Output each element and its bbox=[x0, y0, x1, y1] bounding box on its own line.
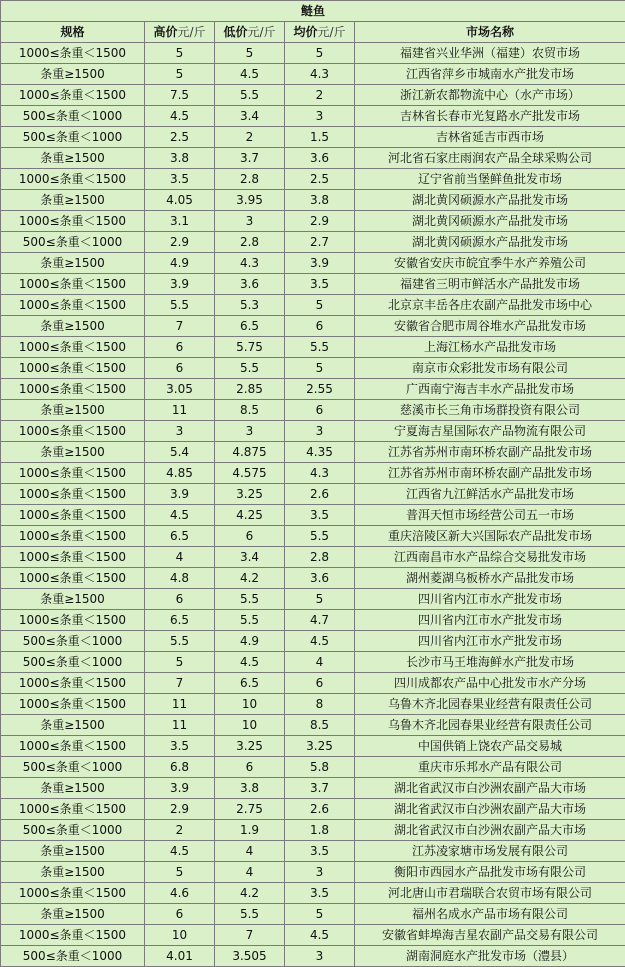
market-name-cell: 湖北省武汉市白沙洲农副产品大市场 bbox=[355, 820, 625, 841]
table-row bbox=[1, 505, 625, 526]
high-price-cell: 11 bbox=[145, 400, 215, 421]
low-price-cell: 4 bbox=[215, 841, 285, 862]
market-name-cell: 吉林省长春市光复路水产批发市场 bbox=[355, 106, 625, 127]
avg-price-cell: 3.5 bbox=[285, 883, 355, 904]
market-name-cell: 吉林省延吉市西市场 bbox=[355, 127, 625, 148]
table-row bbox=[1, 694, 625, 715]
avg-price-cell: 5.5 bbox=[285, 526, 355, 547]
low-price-cell: 6 bbox=[215, 757, 285, 778]
low-price-cell: 4 bbox=[215, 862, 285, 883]
table-body bbox=[1, 43, 625, 967]
table-row bbox=[1, 232, 625, 253]
header-spec: 规格 bbox=[1, 22, 145, 43]
spec-cell: 500≤条重＜1000 bbox=[1, 232, 145, 253]
low-price-cell: 1.9 bbox=[215, 820, 285, 841]
high-price-cell: 5 bbox=[145, 862, 215, 883]
avg-price-cell: 3.5 bbox=[285, 274, 355, 295]
low-price-cell: 3.25 bbox=[215, 484, 285, 505]
high-price-cell: 5 bbox=[145, 43, 215, 64]
market-name-cell: 安徽省蚌埠海吉星农副产品交易有限公司 bbox=[355, 925, 625, 946]
low-price-cell: 2.8 bbox=[215, 169, 285, 190]
spec-cell: 1000≤条重＜1500 bbox=[1, 568, 145, 589]
spec-cell: 1000≤条重＜1500 bbox=[1, 85, 145, 106]
avg-price-cell: 3.25 bbox=[285, 736, 355, 757]
avg-price-cell: 3.5 bbox=[285, 841, 355, 862]
avg-price-cell: 1.8 bbox=[285, 820, 355, 841]
spec-cell: 1000≤条重＜1500 bbox=[1, 211, 145, 232]
low-price-cell: 5.75 bbox=[215, 337, 285, 358]
avg-price-cell: 3.6 bbox=[285, 148, 355, 169]
low-price-cell: 5.5 bbox=[215, 589, 285, 610]
high-price-cell: 7.5 bbox=[145, 85, 215, 106]
table-row bbox=[1, 736, 625, 757]
avg-price-cell: 4.5 bbox=[285, 925, 355, 946]
avg-price-cell: 2.9 bbox=[285, 211, 355, 232]
high-price-cell: 2 bbox=[145, 820, 215, 841]
table-row bbox=[1, 484, 625, 505]
table-row bbox=[1, 358, 625, 379]
market-name-cell: 辽宁省前当堡鲜鱼批发市场 bbox=[355, 169, 625, 190]
high-price-cell: 6 bbox=[145, 589, 215, 610]
market-name-cell: 湖州菱湖乌板桥水产品批发市场 bbox=[355, 568, 625, 589]
low-price-cell: 3.4 bbox=[215, 106, 285, 127]
spec-cell: 1000≤条重＜1500 bbox=[1, 736, 145, 757]
market-name-cell: 江苏凌家塘市场发展有限公司 bbox=[355, 841, 625, 862]
spec-cell: 条重≥1500 bbox=[1, 778, 145, 799]
market-name-cell: 南京市众彩批发市场有限公司 bbox=[355, 358, 625, 379]
high-price-cell: 6.8 bbox=[145, 757, 215, 778]
avg-price-cell: 5 bbox=[285, 904, 355, 925]
table-row bbox=[1, 127, 625, 148]
low-price-cell: 2.85 bbox=[215, 379, 285, 400]
table-row bbox=[1, 169, 625, 190]
avg-price-cell: 2.6 bbox=[285, 799, 355, 820]
spec-cell: 1000≤条重＜1500 bbox=[1, 169, 145, 190]
table-row bbox=[1, 883, 625, 904]
avg-price-cell: 3.9 bbox=[285, 253, 355, 274]
avg-price-cell: 1.5 bbox=[285, 127, 355, 148]
market-name-cell: 湖北省武汉市白沙洲农副产品大市场 bbox=[355, 778, 625, 799]
spec-cell: 1000≤条重＜1500 bbox=[1, 337, 145, 358]
market-name-cell: 普洱天恒市场经营公司五一市场 bbox=[355, 505, 625, 526]
spec-cell: 1000≤条重＜1500 bbox=[1, 484, 145, 505]
table-row bbox=[1, 925, 625, 946]
high-price-cell: 4.6 bbox=[145, 883, 215, 904]
market-name-cell: 湖北黄冈硕源水产品批发市场 bbox=[355, 190, 625, 211]
spec-cell: 条重≥1500 bbox=[1, 589, 145, 610]
spec-cell: 条重≥1500 bbox=[1, 715, 145, 736]
market-name-cell: 宁夏海吉星国际农产品物流有限公司 bbox=[355, 421, 625, 442]
table-row bbox=[1, 799, 625, 820]
low-price-cell: 5.3 bbox=[215, 295, 285, 316]
spec-cell: 条重≥1500 bbox=[1, 400, 145, 421]
high-price-cell: 5 bbox=[145, 64, 215, 85]
avg-price-cell: 2.8 bbox=[285, 547, 355, 568]
avg-price-cell: 4.35 bbox=[285, 442, 355, 463]
spec-cell: 条重≥1500 bbox=[1, 148, 145, 169]
table-row bbox=[1, 64, 625, 85]
table-row bbox=[1, 295, 625, 316]
low-price-cell: 4.2 bbox=[215, 883, 285, 904]
table-row bbox=[1, 673, 625, 694]
market-name-cell: 四川省内江市水产批发市场 bbox=[355, 610, 625, 631]
low-price-cell: 4.5 bbox=[215, 652, 285, 673]
low-price-cell: 4.25 bbox=[215, 505, 285, 526]
spec-cell: 1000≤条重＜1500 bbox=[1, 379, 145, 400]
avg-price-cell: 8 bbox=[285, 694, 355, 715]
table-row bbox=[1, 652, 625, 673]
low-price-cell: 3.6 bbox=[215, 274, 285, 295]
table-row bbox=[1, 316, 625, 337]
table-row bbox=[1, 400, 625, 421]
market-name-cell: 江苏省苏州市南环桥农副产品批发市场 bbox=[355, 463, 625, 484]
spec-cell: 1000≤条重＜1500 bbox=[1, 358, 145, 379]
table-row bbox=[1, 589, 625, 610]
table-row bbox=[1, 568, 625, 589]
high-price-cell: 4 bbox=[145, 547, 215, 568]
low-price-cell: 5.5 bbox=[215, 904, 285, 925]
market-name-cell: 长沙市马王堆海鲜水产批发市场 bbox=[355, 652, 625, 673]
market-name-cell: 北京京丰岳各庄农副产品批发市场中心 bbox=[355, 295, 625, 316]
header-high bbox=[145, 22, 215, 43]
header-low-unit: 元/斤 bbox=[247, 24, 276, 39]
avg-price-cell: 5.5 bbox=[285, 337, 355, 358]
spec-cell: 条重≥1500 bbox=[1, 442, 145, 463]
header-row bbox=[1, 22, 625, 43]
market-name-cell: 四川成都农产品中心批发市水产分场 bbox=[355, 673, 625, 694]
high-price-cell: 3.9 bbox=[145, 484, 215, 505]
market-name-cell: 慈溪市长三角市场群投资有限公司 bbox=[355, 400, 625, 421]
table-row bbox=[1, 946, 625, 967]
market-name-cell: 浙江新农都物流中心（水产市场） bbox=[355, 85, 625, 106]
table-row bbox=[1, 106, 625, 127]
header-avg-unit: 元/斤 bbox=[317, 24, 346, 39]
high-price-cell: 3.5 bbox=[145, 169, 215, 190]
avg-price-cell: 3.8 bbox=[285, 190, 355, 211]
high-price-cell: 5 bbox=[145, 652, 215, 673]
market-name-cell: 重庆市乐邦水产品有限公司 bbox=[355, 757, 625, 778]
table-row bbox=[1, 190, 625, 211]
high-price-cell: 5.4 bbox=[145, 442, 215, 463]
spec-cell: 1000≤条重＜1500 bbox=[1, 925, 145, 946]
low-price-cell: 8.5 bbox=[215, 400, 285, 421]
spec-cell: 500≤条重＜1000 bbox=[1, 946, 145, 967]
spec-cell: 500≤条重＜1000 bbox=[1, 652, 145, 673]
avg-price-cell: 2.5 bbox=[285, 169, 355, 190]
high-price-cell: 4.9 bbox=[145, 253, 215, 274]
market-name-cell: 湖北黄冈硕源水产品批发市场 bbox=[355, 211, 625, 232]
high-price-cell: 7 bbox=[145, 673, 215, 694]
header-low-label: 低价 bbox=[223, 24, 248, 39]
low-price-cell: 3.95 bbox=[215, 190, 285, 211]
market-name-cell: 乌鲁木齐北园春果业经营有限责任公司 bbox=[355, 715, 625, 736]
avg-price-cell: 4.7 bbox=[285, 610, 355, 631]
high-price-cell: 4.5 bbox=[145, 106, 215, 127]
high-price-cell: 11 bbox=[145, 694, 215, 715]
high-price-cell: 3.05 bbox=[145, 379, 215, 400]
low-price-cell: 3 bbox=[215, 211, 285, 232]
low-price-cell: 3.4 bbox=[215, 547, 285, 568]
spec-cell: 条重≥1500 bbox=[1, 316, 145, 337]
low-price-cell: 5.5 bbox=[215, 610, 285, 631]
title-row bbox=[1, 1, 625, 22]
high-price-cell: 4.85 bbox=[145, 463, 215, 484]
high-price-cell: 3.9 bbox=[145, 274, 215, 295]
high-price-cell: 4.8 bbox=[145, 568, 215, 589]
high-price-cell: 3.9 bbox=[145, 778, 215, 799]
table-row bbox=[1, 337, 625, 358]
avg-price-cell: 5 bbox=[285, 589, 355, 610]
avg-price-cell: 3.6 bbox=[285, 568, 355, 589]
header-market: 市场名称 bbox=[355, 22, 625, 43]
avg-price-cell: 3 bbox=[285, 421, 355, 442]
spec-cell: 1000≤条重＜1500 bbox=[1, 421, 145, 442]
header-high-unit: 元/斤 bbox=[177, 24, 206, 39]
high-price-cell: 3.5 bbox=[145, 736, 215, 757]
low-price-cell: 4.2 bbox=[215, 568, 285, 589]
market-name-cell: 四川省内江市水产批发市场 bbox=[355, 589, 625, 610]
spec-cell: 条重≥1500 bbox=[1, 190, 145, 211]
high-price-cell: 3 bbox=[145, 421, 215, 442]
spec-cell: 500≤条重＜1000 bbox=[1, 106, 145, 127]
low-price-cell: 6.5 bbox=[215, 673, 285, 694]
avg-price-cell: 4.5 bbox=[285, 631, 355, 652]
avg-price-cell: 3 bbox=[285, 106, 355, 127]
high-price-cell: 2.9 bbox=[145, 799, 215, 820]
header-high-label: 高价 bbox=[153, 24, 178, 39]
spec-cell: 1000≤条重＜1500 bbox=[1, 43, 145, 64]
high-price-cell: 4.01 bbox=[145, 946, 215, 967]
table-row bbox=[1, 148, 625, 169]
low-price-cell: 3.505 bbox=[215, 946, 285, 967]
low-price-cell: 4.9 bbox=[215, 631, 285, 652]
spec-cell: 500≤条重＜1000 bbox=[1, 127, 145, 148]
market-name-cell: 中国供销上饶农产品交易城 bbox=[355, 736, 625, 757]
market-name-cell: 江西南昌市水产品综合交易批发市场 bbox=[355, 547, 625, 568]
spec-cell: 条重≥1500 bbox=[1, 253, 145, 274]
table-row bbox=[1, 841, 625, 862]
low-price-cell: 4.3 bbox=[215, 253, 285, 274]
avg-price-cell: 3.5 bbox=[285, 505, 355, 526]
low-price-cell: 4.575 bbox=[215, 463, 285, 484]
avg-price-cell: 4 bbox=[285, 652, 355, 673]
table-row bbox=[1, 547, 625, 568]
table-row bbox=[1, 274, 625, 295]
market-name-cell: 乌鲁木齐北园春果业经营有限责任公司 bbox=[355, 694, 625, 715]
low-price-cell: 4.875 bbox=[215, 442, 285, 463]
high-price-cell: 11 bbox=[145, 715, 215, 736]
market-name-cell: 福建省兴业华洲（福建）农贸市场 bbox=[355, 43, 625, 64]
spec-cell: 条重≥1500 bbox=[1, 841, 145, 862]
table-row bbox=[1, 820, 625, 841]
spec-cell: 1000≤条重＜1500 bbox=[1, 694, 145, 715]
spec-cell: 1000≤条重＜1500 bbox=[1, 295, 145, 316]
table-row bbox=[1, 253, 625, 274]
high-price-cell: 4.5 bbox=[145, 505, 215, 526]
high-price-cell: 2.9 bbox=[145, 232, 215, 253]
spec-cell: 1000≤条重＜1500 bbox=[1, 883, 145, 904]
market-name-cell: 河北唐山市君瑞联合农贸市场有限公司 bbox=[355, 883, 625, 904]
spec-cell: 条重≥1500 bbox=[1, 904, 145, 925]
table-row bbox=[1, 715, 625, 736]
table-row bbox=[1, 610, 625, 631]
market-name-cell: 衡阳市西园水产品批发市场有限公司 bbox=[355, 862, 625, 883]
spec-cell: 1000≤条重＜1500 bbox=[1, 505, 145, 526]
avg-price-cell: 2 bbox=[285, 85, 355, 106]
spec-cell: 1000≤条重＜1500 bbox=[1, 463, 145, 484]
high-price-cell: 7 bbox=[145, 316, 215, 337]
high-price-cell: 4.5 bbox=[145, 841, 215, 862]
market-name-cell: 江西省九江鲜活水产品批发市场 bbox=[355, 484, 625, 505]
table-row bbox=[1, 442, 625, 463]
market-name-cell: 江苏省苏州市南环桥农副产品批发市场 bbox=[355, 442, 625, 463]
market-name-cell: 福州名成水产品市场有限公司 bbox=[355, 904, 625, 925]
low-price-cell: 2.75 bbox=[215, 799, 285, 820]
table-row bbox=[1, 631, 625, 652]
avg-price-cell: 5 bbox=[285, 358, 355, 379]
market-name-cell: 上海江杨水产品批发市场 bbox=[355, 337, 625, 358]
low-price-cell: 10 bbox=[215, 694, 285, 715]
low-price-cell: 3.7 bbox=[215, 148, 285, 169]
low-price-cell: 6.5 bbox=[215, 316, 285, 337]
market-name-cell: 湖南洞庭水产批发市场（澧县） bbox=[355, 946, 625, 967]
market-name-cell: 安徽省安庆市皖宜季牛水产养殖公司 bbox=[355, 253, 625, 274]
high-price-cell: 2.5 bbox=[145, 127, 215, 148]
high-price-cell: 5.5 bbox=[145, 295, 215, 316]
table-row bbox=[1, 463, 625, 484]
table-row bbox=[1, 43, 625, 64]
high-price-cell: 6 bbox=[145, 904, 215, 925]
avg-price-cell: 4.3 bbox=[285, 463, 355, 484]
spec-cell: 1000≤条重＜1500 bbox=[1, 610, 145, 631]
low-price-cell: 5.5 bbox=[215, 85, 285, 106]
avg-price-cell: 5.8 bbox=[285, 757, 355, 778]
high-price-cell: 4.05 bbox=[145, 190, 215, 211]
avg-price-cell: 3 bbox=[285, 862, 355, 883]
avg-price-cell: 4.3 bbox=[285, 64, 355, 85]
avg-price-cell: 6 bbox=[285, 316, 355, 337]
table-row bbox=[1, 211, 625, 232]
avg-price-cell: 6 bbox=[285, 673, 355, 694]
avg-price-cell: 3 bbox=[285, 946, 355, 967]
low-price-cell: 3 bbox=[215, 421, 285, 442]
market-name-cell: 湖北省武汉市白沙洲农副产品大市场 bbox=[355, 799, 625, 820]
low-price-cell: 7 bbox=[215, 925, 285, 946]
low-price-cell: 5 bbox=[215, 43, 285, 64]
avg-price-cell: 2.55 bbox=[285, 379, 355, 400]
table-row bbox=[1, 904, 625, 925]
market-name-cell: 河北省石家庄雨润农产品全球采购公司 bbox=[355, 148, 625, 169]
avg-price-cell: 5 bbox=[285, 43, 355, 64]
avg-price-cell: 2.6 bbox=[285, 484, 355, 505]
high-price-cell: 5.5 bbox=[145, 631, 215, 652]
spec-cell: 500≤条重＜1000 bbox=[1, 757, 145, 778]
header-low bbox=[215, 22, 285, 43]
high-price-cell: 6.5 bbox=[145, 526, 215, 547]
spec-cell: 500≤条重＜1000 bbox=[1, 631, 145, 652]
spec-cell: 1000≤条重＜1500 bbox=[1, 274, 145, 295]
header-avg bbox=[285, 22, 355, 43]
table-row bbox=[1, 526, 625, 547]
high-price-cell: 3.8 bbox=[145, 148, 215, 169]
table-row bbox=[1, 379, 625, 400]
market-name-cell: 重庆涪陵区新大兴国际农产品批发市场 bbox=[355, 526, 625, 547]
high-price-cell: 6 bbox=[145, 358, 215, 379]
low-price-cell: 2.8 bbox=[215, 232, 285, 253]
market-name-cell: 福建省三明市鲜活水产品批发市场 bbox=[355, 274, 625, 295]
low-price-cell: 5.5 bbox=[215, 358, 285, 379]
market-name-cell: 江西省萍乡市城南水产批发市场 bbox=[355, 64, 625, 85]
market-name-cell: 四川省内江市水产批发市场 bbox=[355, 631, 625, 652]
spec-cell: 条重≥1500 bbox=[1, 64, 145, 85]
low-price-cell: 10 bbox=[215, 715, 285, 736]
header-avg-label: 均价 bbox=[293, 24, 318, 39]
avg-price-cell: 6 bbox=[285, 400, 355, 421]
high-price-cell: 10 bbox=[145, 925, 215, 946]
low-price-cell: 6 bbox=[215, 526, 285, 547]
high-price-cell: 6.5 bbox=[145, 610, 215, 631]
table-title: 鲢鱼 bbox=[1, 1, 625, 22]
avg-price-cell: 8.5 bbox=[285, 715, 355, 736]
table-row bbox=[1, 757, 625, 778]
table-row bbox=[1, 421, 625, 442]
low-price-cell: 2 bbox=[215, 127, 285, 148]
spec-cell: 条重≥1500 bbox=[1, 862, 145, 883]
avg-price-cell: 3.7 bbox=[285, 778, 355, 799]
spec-cell: 1000≤条重＜1500 bbox=[1, 799, 145, 820]
spec-cell: 1000≤条重＜1500 bbox=[1, 673, 145, 694]
low-price-cell: 3.25 bbox=[215, 736, 285, 757]
avg-price-cell: 2.7 bbox=[285, 232, 355, 253]
spec-cell: 1000≤条重＜1500 bbox=[1, 526, 145, 547]
market-name-cell: 广西南宁海吉丰水产品批发市场 bbox=[355, 379, 625, 400]
low-price-cell: 4.5 bbox=[215, 64, 285, 85]
avg-price-cell: 5 bbox=[285, 295, 355, 316]
table-row bbox=[1, 862, 625, 883]
low-price-cell: 3.8 bbox=[215, 778, 285, 799]
spec-cell: 500≤条重＜1000 bbox=[1, 820, 145, 841]
market-name-cell: 湖北黄冈硕源水产品批发市场 bbox=[355, 232, 625, 253]
high-price-cell: 3.1 bbox=[145, 211, 215, 232]
high-price-cell: 6 bbox=[145, 337, 215, 358]
table-row bbox=[1, 85, 625, 106]
market-name-cell: 安徽省合肥市周谷堆水产品批发市场 bbox=[355, 316, 625, 337]
spec-cell: 1000≤条重＜1500 bbox=[1, 547, 145, 568]
table-row bbox=[1, 778, 625, 799]
